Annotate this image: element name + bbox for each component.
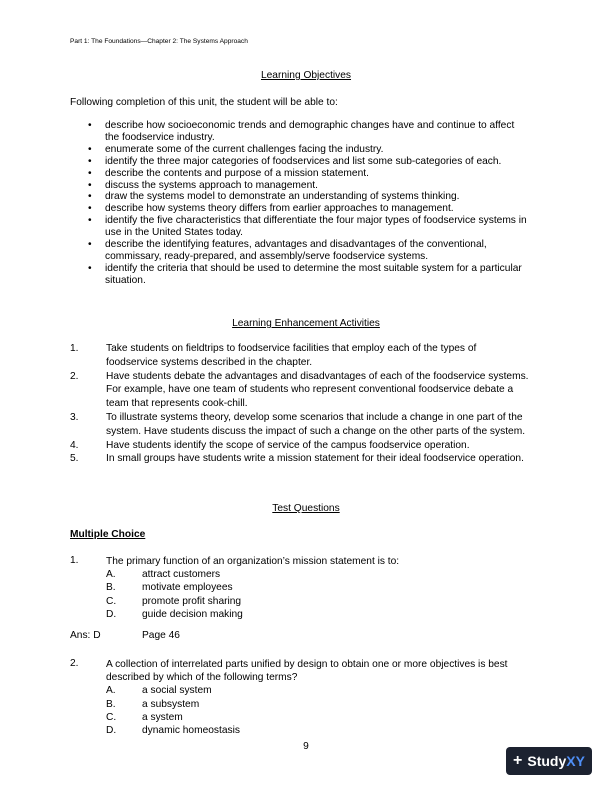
question-text: A collection of interrelated parts unified by design to obtain one or more objectives is best described by which of the following terms? — [106, 659, 508, 684]
list-item: • draw the systems model to demonstrate an understanding of systems thinking. — [88, 191, 528, 203]
list-item: • describe the contents and purpose of a mission statement. — [88, 168, 528, 180]
list-item — [70, 411, 530, 439]
objectives-list — [88, 120, 528, 287]
choice-text: a subsystem — [142, 698, 200, 710]
badge-suffix: XY — [566, 753, 585, 769]
list-item — [70, 342, 530, 370]
choice — [106, 581, 530, 594]
item-number: 2. — [70, 370, 79, 382]
choice-letter: D. — [106, 725, 117, 737]
choice-text: a social system — [142, 685, 212, 697]
list-item: • identify the criteria that should be used to determine the most suitable system for a particular situation. — [88, 263, 528, 287]
learning-objectives-title: Learning Objectives — [260, 70, 352, 81]
list-item: • identify the five characteristics that differentiate the four major types of foodservice systems in use in the United States today. — [88, 215, 528, 239]
item-text: Take students on fieldtrips to foodservice facilities that employ each of the types of foodservice systems described in the chapter. — [106, 343, 477, 368]
choice-text: promote profit sharing — [142, 595, 242, 607]
choice-letter: C. — [106, 595, 117, 607]
choice — [106, 608, 530, 621]
list-item: • enumerate some of the current challenges facing the industry. — [88, 144, 528, 156]
choice — [106, 684, 530, 697]
choice-letter: D. — [106, 608, 117, 620]
list-item — [70, 452, 530, 466]
question-number: 1. — [70, 555, 79, 566]
test-questions-title: Test Questions — [272, 503, 340, 514]
question-1 — [70, 555, 530, 621]
item-number: 3. — [70, 411, 79, 423]
list-item: • describe how systems theory differs from earlier approaches to management. — [88, 203, 528, 215]
choice-text: dynamic homeostasis — [142, 725, 240, 737]
plus-icon: + — [513, 752, 523, 769]
item-number: 1. — [70, 343, 79, 354]
list-item — [70, 370, 530, 411]
question-2 — [70, 658, 530, 737]
list-item: • describe how socioeconomic trends and demographic changes have and continue to affect the foodservice industry. — [88, 120, 528, 144]
activities-list — [70, 342, 530, 466]
list-item: • discuss the systems approach to management. — [88, 180, 528, 192]
objectives-intro: Following completion of this unit, the student will be able to: — [70, 97, 338, 108]
choice-letter: B. — [106, 582, 116, 594]
choice — [106, 698, 530, 711]
choice-text: attract customers — [142, 569, 221, 581]
list-item: • describe the identifying features, advantages and disadvantages of the conventional, commissary, ready-prepared, and assembly/serve foodservice systems. — [88, 239, 528, 263]
choice-letter: B. — [106, 698, 116, 710]
list-item: • identify the three major categories of foodservices and list some sub-categories of each. — [88, 156, 528, 168]
page-number: 9 — [303, 741, 309, 752]
studyxy-badge[interactable] — [506, 747, 592, 775]
choice — [106, 724, 530, 737]
answer-page: Page 46 — [142, 630, 180, 641]
choice-text: motivate employees — [142, 582, 233, 594]
question-number: 2. — [70, 658, 79, 669]
running-header: Part 1: The Foundations—Chapter 2: The Systems Approach — [70, 38, 248, 45]
badge-prefix: Study — [527, 753, 567, 769]
item-text: Have students debate the advantages and disadvantages of each of the foodservice systems. For example, have one team of students who represent conventional foodservice debate a team that represents cook-chill. — [106, 370, 529, 410]
item-number: 5. — [70, 453, 79, 465]
choice — [106, 568, 530, 581]
choice-text: a system — [142, 711, 183, 723]
multiple-choice-heading: Multiple Choice — [70, 529, 146, 540]
answer-line — [70, 630, 180, 641]
item-text: Have students identify the scope of service of the campus foodservice operation. — [106, 439, 470, 451]
choice-text: guide decision making — [142, 608, 243, 620]
item-text: In small groups have students write a mission statement for their ideal foodservice operation. — [106, 453, 524, 465]
choice-letter: A. — [106, 569, 116, 581]
item-number: 4. — [70, 439, 79, 451]
choice-letter: A. — [106, 685, 116, 697]
enhancement-activities-title: Learning Enhancement Activities — [232, 318, 380, 329]
list-item — [70, 439, 530, 453]
choice — [106, 711, 530, 724]
answer: Ans: D — [70, 630, 101, 641]
question-text: The primary function of an organization’s mission statement is to: — [106, 556, 400, 567]
choice-list — [106, 568, 530, 621]
choice-list — [106, 684, 530, 737]
choice — [106, 595, 530, 608]
item-text: To illustrate systems theory, develop some scenarios that include a change in one part of the system. Have students discuss the impact of such a change on the other parts of the system. — [106, 411, 526, 437]
choice-letter: C. — [106, 711, 117, 723]
